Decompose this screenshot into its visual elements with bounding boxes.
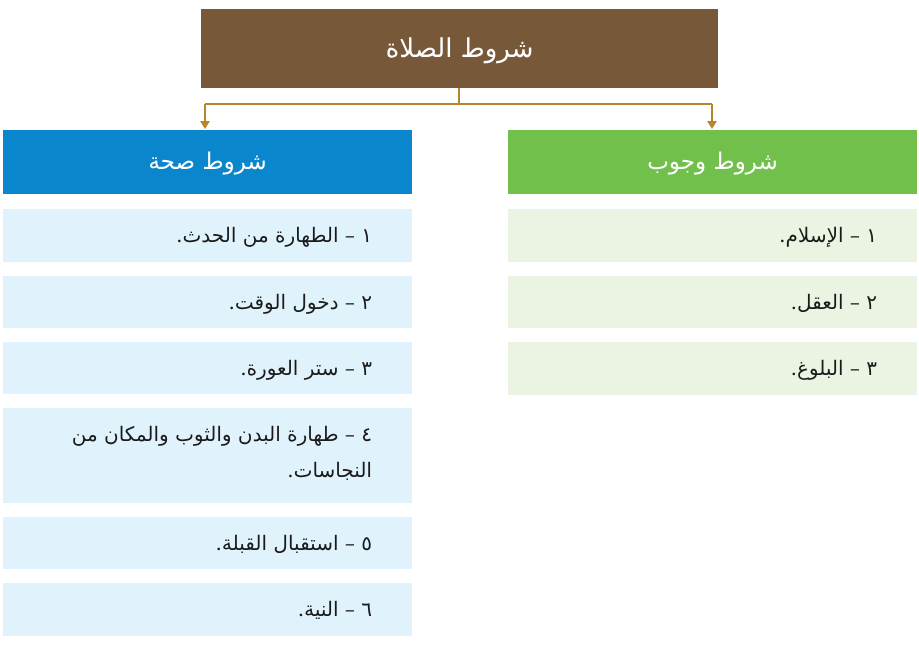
obligation-item-1	[508, 209, 917, 262]
obligation-item-2-text: ٢ – العقل.	[790, 290, 877, 314]
validity-conditions-header	[3, 130, 412, 194]
validity-item-2-text: ٢ – دخول الوقت.	[228, 290, 372, 314]
obligation-item-3	[508, 342, 917, 395]
validity-conditions-title: شروط صحة	[148, 149, 267, 175]
validity-item-4	[3, 408, 412, 503]
validity-item-3	[3, 342, 412, 394]
arrowhead-left-icon	[200, 121, 210, 129]
validity-item-5	[3, 517, 412, 569]
validity-item-2	[3, 276, 412, 328]
diagram-title-box	[201, 9, 718, 88]
connector-group	[205, 88, 712, 124]
obligation-item-1-text: ١ – الإسلام.	[779, 223, 877, 247]
validity-item-1	[3, 209, 412, 262]
arrowhead-right-icon	[707, 121, 717, 129]
obligation-conditions-header	[508, 130, 917, 194]
validity-item-6-text: ٦ – النية.	[297, 597, 372, 621]
obligation-conditions-title: شروط وجوب	[647, 149, 778, 175]
obligation-item-3-text: ٣ – البلوغ.	[790, 356, 877, 380]
validity-item-3-text: ٣ – ستر العورة.	[240, 356, 372, 380]
diagram-title: شروط الصلاة	[385, 33, 534, 64]
validity-item-4-text: ٤ – طهارة البدن والثوب والمكان من النجاسات.	[71, 422, 372, 482]
validity-item-6	[3, 583, 412, 636]
validity-item-5-text: ٥ – استقبال القبلة.	[215, 531, 372, 555]
validity-item-1-text: ١ – الطهارة من الحدث.	[176, 223, 372, 247]
obligation-item-2	[508, 276, 917, 328]
